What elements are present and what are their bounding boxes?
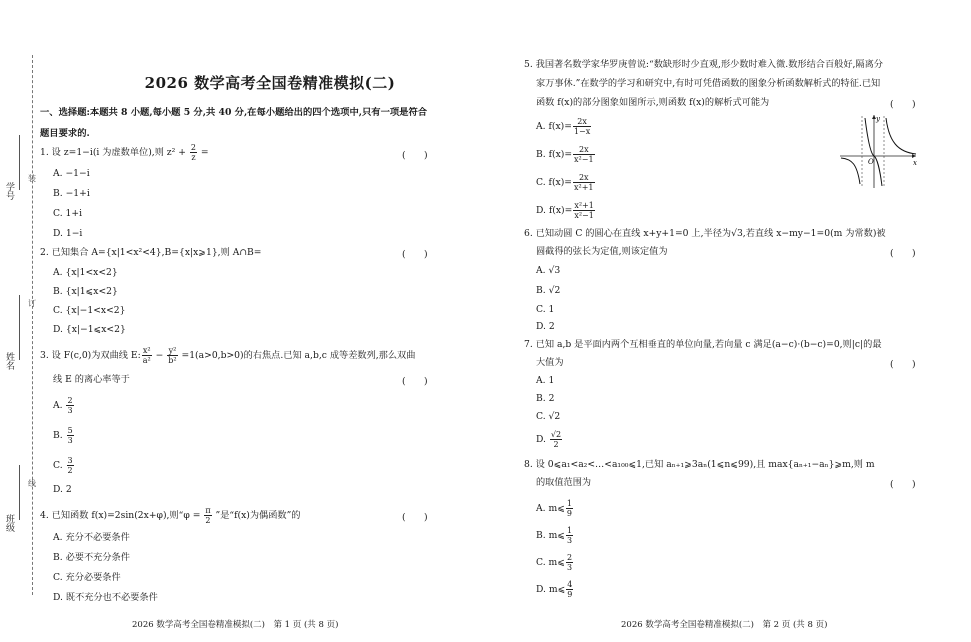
exam-title: 2026 数学高考全国卷精准模拟(二) [144, 74, 396, 92]
q1-option-c[interactable]: C. 1+i [53, 208, 83, 219]
question-8-line-2: 的取值范围为 [536, 477, 592, 488]
q5-a-num: 2x [573, 117, 591, 127]
q4-frac-den: 2 [205, 516, 211, 525]
q1-frac-den: z [191, 153, 196, 162]
q2-option-a[interactable]: A. {x|1<x<2} [53, 267, 118, 278]
page-footer-right: 2026 数学高考全国卷精准模拟(二) 第 2 页 (共 8 页) [621, 620, 828, 630]
q8-b-frac [566, 526, 573, 545]
q3-f1-num: x² [142, 346, 151, 355]
name-label: 姓名 [4, 352, 14, 370]
question-6-line-2: 圆截得的弦长为定值,则该定值为 [536, 246, 668, 257]
question-5-line-1: 5. 我国著名数学家华罗庚曾说:“数缺形时少直观,形少数时难入微.数形结合百般好,隔离分 [524, 59, 883, 70]
q7-d-frac [550, 430, 562, 449]
q5-option-b[interactable] [536, 145, 596, 164]
q5-option-c[interactable] [536, 173, 596, 192]
binding-dashed-line [32, 55, 33, 595]
q7-option-d[interactable] [536, 430, 563, 449]
q4-text-a: 4. 已知函数 f(x)=2sin(2x+φ),则“φ = [40, 510, 204, 521]
q7-d-den: 2 [553, 440, 559, 449]
q1-frac-num: 2 [190, 143, 196, 152]
q8-d-frac [566, 580, 573, 599]
graph-branch-middle [865, 118, 882, 186]
q1-answer-paren[interactable]: ( ) [402, 150, 428, 161]
q1-option-d[interactable]: D. 1−i [53, 228, 83, 239]
q8-b-label: B. m⩽ [536, 530, 566, 541]
q5-b-den: x²−1 [574, 155, 594, 164]
q3-a-den: 3 [67, 406, 73, 415]
q4-option-c[interactable]: C. 充分必要条件 [53, 572, 121, 583]
q3-c-den: 2 [67, 466, 73, 475]
question-6-line-1: 6. 已知动圆 C 的圆心在直线 x+y+1=0 上,半径为√3,若直线 x−my−1=0(m 为常数)被 [524, 228, 886, 239]
q3-text-a: 3. 设 F(c,0)为双曲线 E: [40, 350, 141, 361]
binding-mark-xian: 线 [28, 479, 36, 488]
question-4 [40, 506, 300, 525]
q8-a-frac [566, 499, 573, 518]
q3-frac-x [142, 346, 152, 365]
binding-mark-zhuang: 装 [28, 174, 36, 183]
q3-a-label: A. [53, 400, 63, 411]
q5-a-label: A. f(x)= [536, 121, 572, 132]
q7-answer-paren[interactable]: ( ) [890, 359, 916, 370]
q1-option-a[interactable]: A. −1−i [53, 168, 90, 179]
q3-c-frac [67, 456, 74, 475]
q4-option-d[interactable]: D. 既不充分也不必要条件 [53, 592, 158, 603]
q7-option-b[interactable]: B. 2 [536, 393, 555, 404]
class-label: 班级 [4, 514, 14, 532]
q8-d-num: 4 [567, 580, 573, 589]
q8-a-label: A. m⩽ [536, 503, 565, 514]
graph-x-arrow [912, 154, 916, 158]
question-3 [40, 346, 415, 365]
q8-option-b[interactable] [536, 526, 574, 545]
q8-b-den: 3 [567, 536, 573, 545]
question-1 [40, 143, 209, 162]
q4-frac [204, 506, 211, 525]
q6-option-a[interactable]: A. √3 [536, 265, 561, 276]
q3-a-frac [66, 396, 73, 415]
q5-d-label: D. f(x)= [536, 205, 573, 216]
q4-frac-num: π [205, 506, 211, 515]
q3-a-num: 2 [67, 396, 73, 405]
student-id-line[interactable] [19, 135, 20, 190]
q8-c-label: C. m⩽ [536, 557, 565, 568]
q8-option-c[interactable] [536, 553, 574, 572]
q5-a-frac [573, 117, 591, 136]
binding-mark-ding: 订 [28, 299, 36, 308]
q3-option-c[interactable] [53, 456, 75, 475]
q5-c-frac [573, 173, 595, 192]
q1-option-b[interactable]: B. −1+i [53, 188, 90, 199]
graph-branch-left [841, 158, 860, 184]
q8-option-a[interactable] [536, 499, 574, 518]
q3-c-num: 3 [67, 456, 73, 465]
q8-c-frac [566, 553, 573, 572]
q8-a-den: 9 [566, 509, 572, 518]
q5-b-label: B. f(x)= [536, 149, 573, 160]
q3-b-den: 3 [67, 436, 73, 445]
page-footer-left: 2026 数学高考全国卷精准模拟(二) 第 1 页 (共 8 页) [132, 620, 339, 630]
graph-branch-right [886, 118, 916, 154]
q3-b-frac [67, 426, 74, 445]
q1-fraction [190, 143, 197, 162]
q8-c-num: 2 [566, 553, 573, 562]
q7-option-c[interactable]: C. √2 [536, 411, 561, 422]
q7-d-num: √2 [550, 430, 562, 439]
question-5-line-3: 函数 f(x)的部分图象如图所示,则函数 f(x)的解析式可能为 [536, 97, 770, 108]
q5-function-graph [838, 112, 920, 190]
q4-answer-paren[interactable]: ( ) [402, 512, 428, 523]
q3-option-b[interactable] [53, 426, 75, 445]
q3-text-b: =1(a>0,b>0)的右焦点.已知 a,b,c 成等差数列,那么双曲 [178, 350, 416, 361]
name-line[interactable] [19, 295, 20, 360]
q6-answer-paren[interactable]: ( ) [890, 248, 916, 259]
q8-answer-paren[interactable]: ( ) [890, 479, 916, 490]
q8-c-den: 3 [566, 563, 573, 572]
q6-option-b[interactable]: B. √2 [536, 285, 561, 296]
graph-y-label: y [876, 115, 880, 123]
q5-a-den: 1−x [573, 127, 591, 136]
question-7-line-2: 大值为 [536, 357, 564, 368]
q2-option-d[interactable]: D. {x|−1⩽x<2} [53, 324, 126, 335]
question-2: 2. 已知集合 A={x|1<x²<4},B={x|x⩾1},则 A∩B= [40, 247, 262, 258]
question-5-line-2: 家万事休.”在数学的学习和研究中,有时可凭借函数的图象分析函数解析式的特征.已知 [536, 78, 881, 89]
q3-f2-num: y² [168, 346, 177, 355]
q5-b-frac [573, 145, 595, 164]
q6-option-d[interactable]: D. 2 [536, 321, 555, 332]
q1-text-b: = [197, 147, 209, 158]
q3-answer-paren[interactable]: ( ) [402, 376, 428, 387]
q6-option-c[interactable]: C. 1 [536, 304, 555, 315]
q2-answer-paren[interactable]: ( ) [402, 249, 428, 260]
q2-option-c[interactable]: C. {x|−1<x<2} [53, 305, 126, 316]
q3-b-label: B. [53, 430, 63, 441]
q3-option-a[interactable] [53, 396, 75, 415]
q5-c-num: 2x [573, 173, 595, 183]
q5-d-num: x²+1 [574, 201, 594, 210]
q5-option-d[interactable] [536, 201, 596, 220]
graph-x-label: x [913, 159, 917, 167]
q5-c-den: x²+1 [574, 183, 594, 192]
section-heading: 一、选择题:本题共 8 小题,每小题 5 分,共 40 分,在每小题给出的四个选项中,只有一项是符合题目要求的. [40, 107, 428, 139]
q5-d-den: x²−1 [574, 211, 594, 220]
q3-minus: − [152, 350, 167, 361]
page-right [486, 0, 971, 642]
q4-option-a[interactable]: A. 充分不必要条件 [53, 532, 130, 543]
q8-d-den: 9 [567, 590, 573, 599]
question-7-line-1: 7. 已知 a,b 是平面内两个互相垂直的单位向量,若向量 c 满足(a−c)·(b−c)=0,则|c|的最 [524, 339, 882, 350]
q3-option-d[interactable]: D. 2 [53, 484, 72, 495]
q2-option-b[interactable]: B. {x|1⩽x<2} [53, 286, 118, 297]
q8-b-num: 1 [567, 526, 573, 535]
q3-f2-den: b² [168, 356, 177, 365]
graph-origin-label: O [868, 158, 874, 166]
binding-margin [0, 0, 52, 642]
q1-text-a: 1. 设 z=1−i(i 为虚数单位),则 z² + [40, 147, 189, 158]
q5-c-label: C. f(x)= [536, 177, 572, 188]
q5-d-frac [573, 201, 595, 220]
q5-answer-paren[interactable]: ( ) [890, 99, 916, 110]
page-left [0, 0, 485, 642]
q7-option-a[interactable]: A. 1 [536, 375, 555, 386]
q3-frac-y [167, 346, 177, 365]
q8-a-num: 1 [566, 499, 572, 508]
q8-d-label: D. m⩽ [536, 584, 566, 595]
q5-b-num: 2x [573, 145, 595, 155]
q4-option-b[interactable]: B. 必要不充分条件 [53, 552, 130, 563]
q5-option-a[interactable] [536, 117, 592, 136]
q7-d-label: D. [536, 434, 546, 445]
q4-text-b: ”是“f(x)为偶函数”的 [212, 510, 301, 521]
q3-c-label: C. [53, 460, 63, 471]
class-line[interactable] [19, 465, 20, 520]
q3-b-num: 5 [67, 426, 73, 435]
q3-line-2: 线 E 的离心率等于 [53, 374, 130, 385]
question-8-line-1: 8. 设 0⩽a₁<a₂<…<a₁₀₀⩽1,已知 aₙ₊₁⩾3aₙ(1⩽n⩽99),且 max{aₙ₊₁−aₙ}⩾m,则 m [524, 459, 875, 470]
q3-f1-den: a² [142, 356, 151, 365]
q8-option-d[interactable] [536, 580, 574, 599]
student-id-label: 学号 [4, 182, 14, 200]
